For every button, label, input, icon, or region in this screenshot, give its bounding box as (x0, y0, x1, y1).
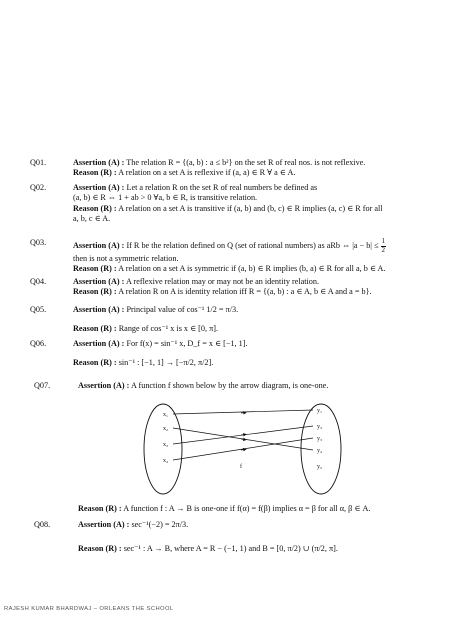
assertion-label: Assertion (A) : (73, 305, 125, 314)
assertion-label: Assertion (A) : (73, 240, 125, 250)
domain-label-3: x₃ (163, 442, 169, 448)
assertion-text-2: (a, b) ∈ R ⇔ 1 + ab > 0 ∀a, b ∈ R, is transitive relation. (73, 193, 258, 203)
question-number: Q05. (30, 305, 47, 314)
assertion-line (73, 305, 466, 315)
arrow-diagram (143, 402, 343, 497)
assertion-label: Assertion (A) : (73, 339, 125, 348)
reason-line (78, 504, 466, 514)
reason-continuation (73, 214, 466, 224)
assertion-line (73, 158, 466, 168)
assertion-continuation (73, 254, 466, 264)
reason-text: A relation on a set A is symmetric if (a, b) ∈ R implies (b, a) ∈ R for all a, b ∈ A. (118, 264, 386, 274)
reason-line (73, 324, 466, 334)
domain-label-1: x₁ (163, 412, 169, 418)
reason-label: Reason (R) : (73, 324, 117, 334)
reason-text: A relation on a set A is transitive if (a, b) and (b, c) ∈ R implies (a, c) ∈ R for all (118, 203, 383, 213)
reason-label: Reason (R) : (73, 203, 117, 213)
assertion-text: A reflexive relation may or may not be an identity relation. (126, 277, 320, 286)
fraction-numerator: 1 (381, 237, 386, 245)
assertion-text: For f(x) = sin⁻¹ x, D_f = x ∈ [−1, 1]. (126, 339, 248, 348)
mapping-arrows (173, 410, 313, 460)
reason-label: Reason (R) : (78, 504, 122, 513)
reason-text: Range of cos⁻¹ x is x ∈ [0, π]. (118, 324, 219, 334)
question-number: Q02. (30, 183, 47, 192)
assertion-label: Assertion (A) : (73, 183, 125, 192)
assertion-line (73, 277, 466, 287)
question-number: Q03. (30, 238, 47, 247)
reason-label: Reason (R) : (78, 544, 122, 554)
assertion-line (73, 339, 466, 349)
codomain-label-3: y₃ (317, 436, 323, 442)
reason-label: Reason (R) : (73, 358, 117, 368)
reason-label: Reason (R) : (73, 168, 117, 178)
reason-label: Reason (R) : (73, 264, 117, 274)
reason-line (73, 168, 466, 178)
arrow-diagram-svg (143, 402, 343, 497)
codomain-label-2: y₂ (317, 424, 323, 430)
reason-line (73, 287, 466, 297)
reason-text: A function f : A → B is one-one if f(α) = f(β) implies α = β for all α, β ∈ A. (123, 504, 371, 513)
assertion-line (78, 520, 466, 530)
reason-line (73, 204, 466, 214)
arrowhead-3 (241, 435, 245, 436)
assertion-line (73, 238, 466, 254)
assertion-text: The relation R = {(a, b) : a ≤ b²} on the set R of real nos. is not reflexive. (126, 158, 366, 167)
assertion-label: Assertion (A) : (73, 158, 125, 167)
assertion-label: Assertion (A) : (78, 520, 130, 529)
codomain-label-4: y₄ (317, 448, 323, 454)
assertion-text: Let a relation R on the set R of real numbers be defined as (126, 183, 318, 192)
reason-line (78, 544, 466, 554)
assertion-line (73, 183, 466, 193)
reason-text: sin⁻¹ : [−1, 1] → [−π/2, π/2]. (118, 358, 214, 368)
codomain-label-5: y₅ (317, 464, 323, 470)
domain-label-4: x₄ (163, 458, 169, 464)
reason-text: A relation on a set A is reflexive if (a, a) ∈ R ∀ a ∈ A. (118, 168, 296, 178)
question-number: Q01. (30, 158, 47, 167)
reason-label: Reason (R) : (73, 287, 117, 297)
assertion-text: A function f shown below by the arrow diagram, is one-one. (131, 381, 329, 390)
fraction-denominator: 2 (381, 245, 386, 254)
arrow-x1 (173, 410, 313, 414)
assertion-text: Principal value of cos⁻¹ 1/2 = π/3. (126, 305, 239, 314)
reason-text: sec⁻¹ : A → B, where A = R − (−1, 1) and B = [0, π/2) ∪ (π/2, π]. (123, 544, 338, 554)
question-number: Q07. (34, 381, 51, 390)
assertion-label: Assertion (A) : (78, 381, 130, 390)
fraction (381, 238, 387, 254)
domain-label-2: x₂ (163, 426, 169, 432)
assertion-text: If R be the relation defined on Q (set of rational numbers) as aRb ⇔ |a − b| ≤ (126, 240, 379, 250)
assertion-line (78, 381, 466, 391)
codomain-label-1: y₁ (317, 408, 323, 414)
assertion-label: Assertion (A) : (73, 277, 125, 286)
question-number: Q04. (30, 277, 47, 286)
assertion-continuation (73, 193, 466, 203)
page-footer: RAJESH KUMAR BHARDWAJ – ORLEANS THE SCHOOL (4, 606, 174, 612)
assertion-text: sec⁻¹(−2) = 2π/3. (131, 520, 189, 529)
reason-text: A relation R on A is identity relation iff R = {(a, b) : a ∈ A, b ∈ A and a = b}. (118, 287, 372, 297)
reason-line (73, 358, 466, 368)
question-number: Q08. (34, 520, 51, 529)
assertion-text-2: then is not a symmetric relation. (73, 254, 179, 263)
question-number: Q06. (30, 339, 47, 348)
reason-text-2: a, b, c ∈ A. (73, 214, 111, 224)
function-label: f (240, 464, 242, 470)
reason-line (73, 264, 466, 274)
